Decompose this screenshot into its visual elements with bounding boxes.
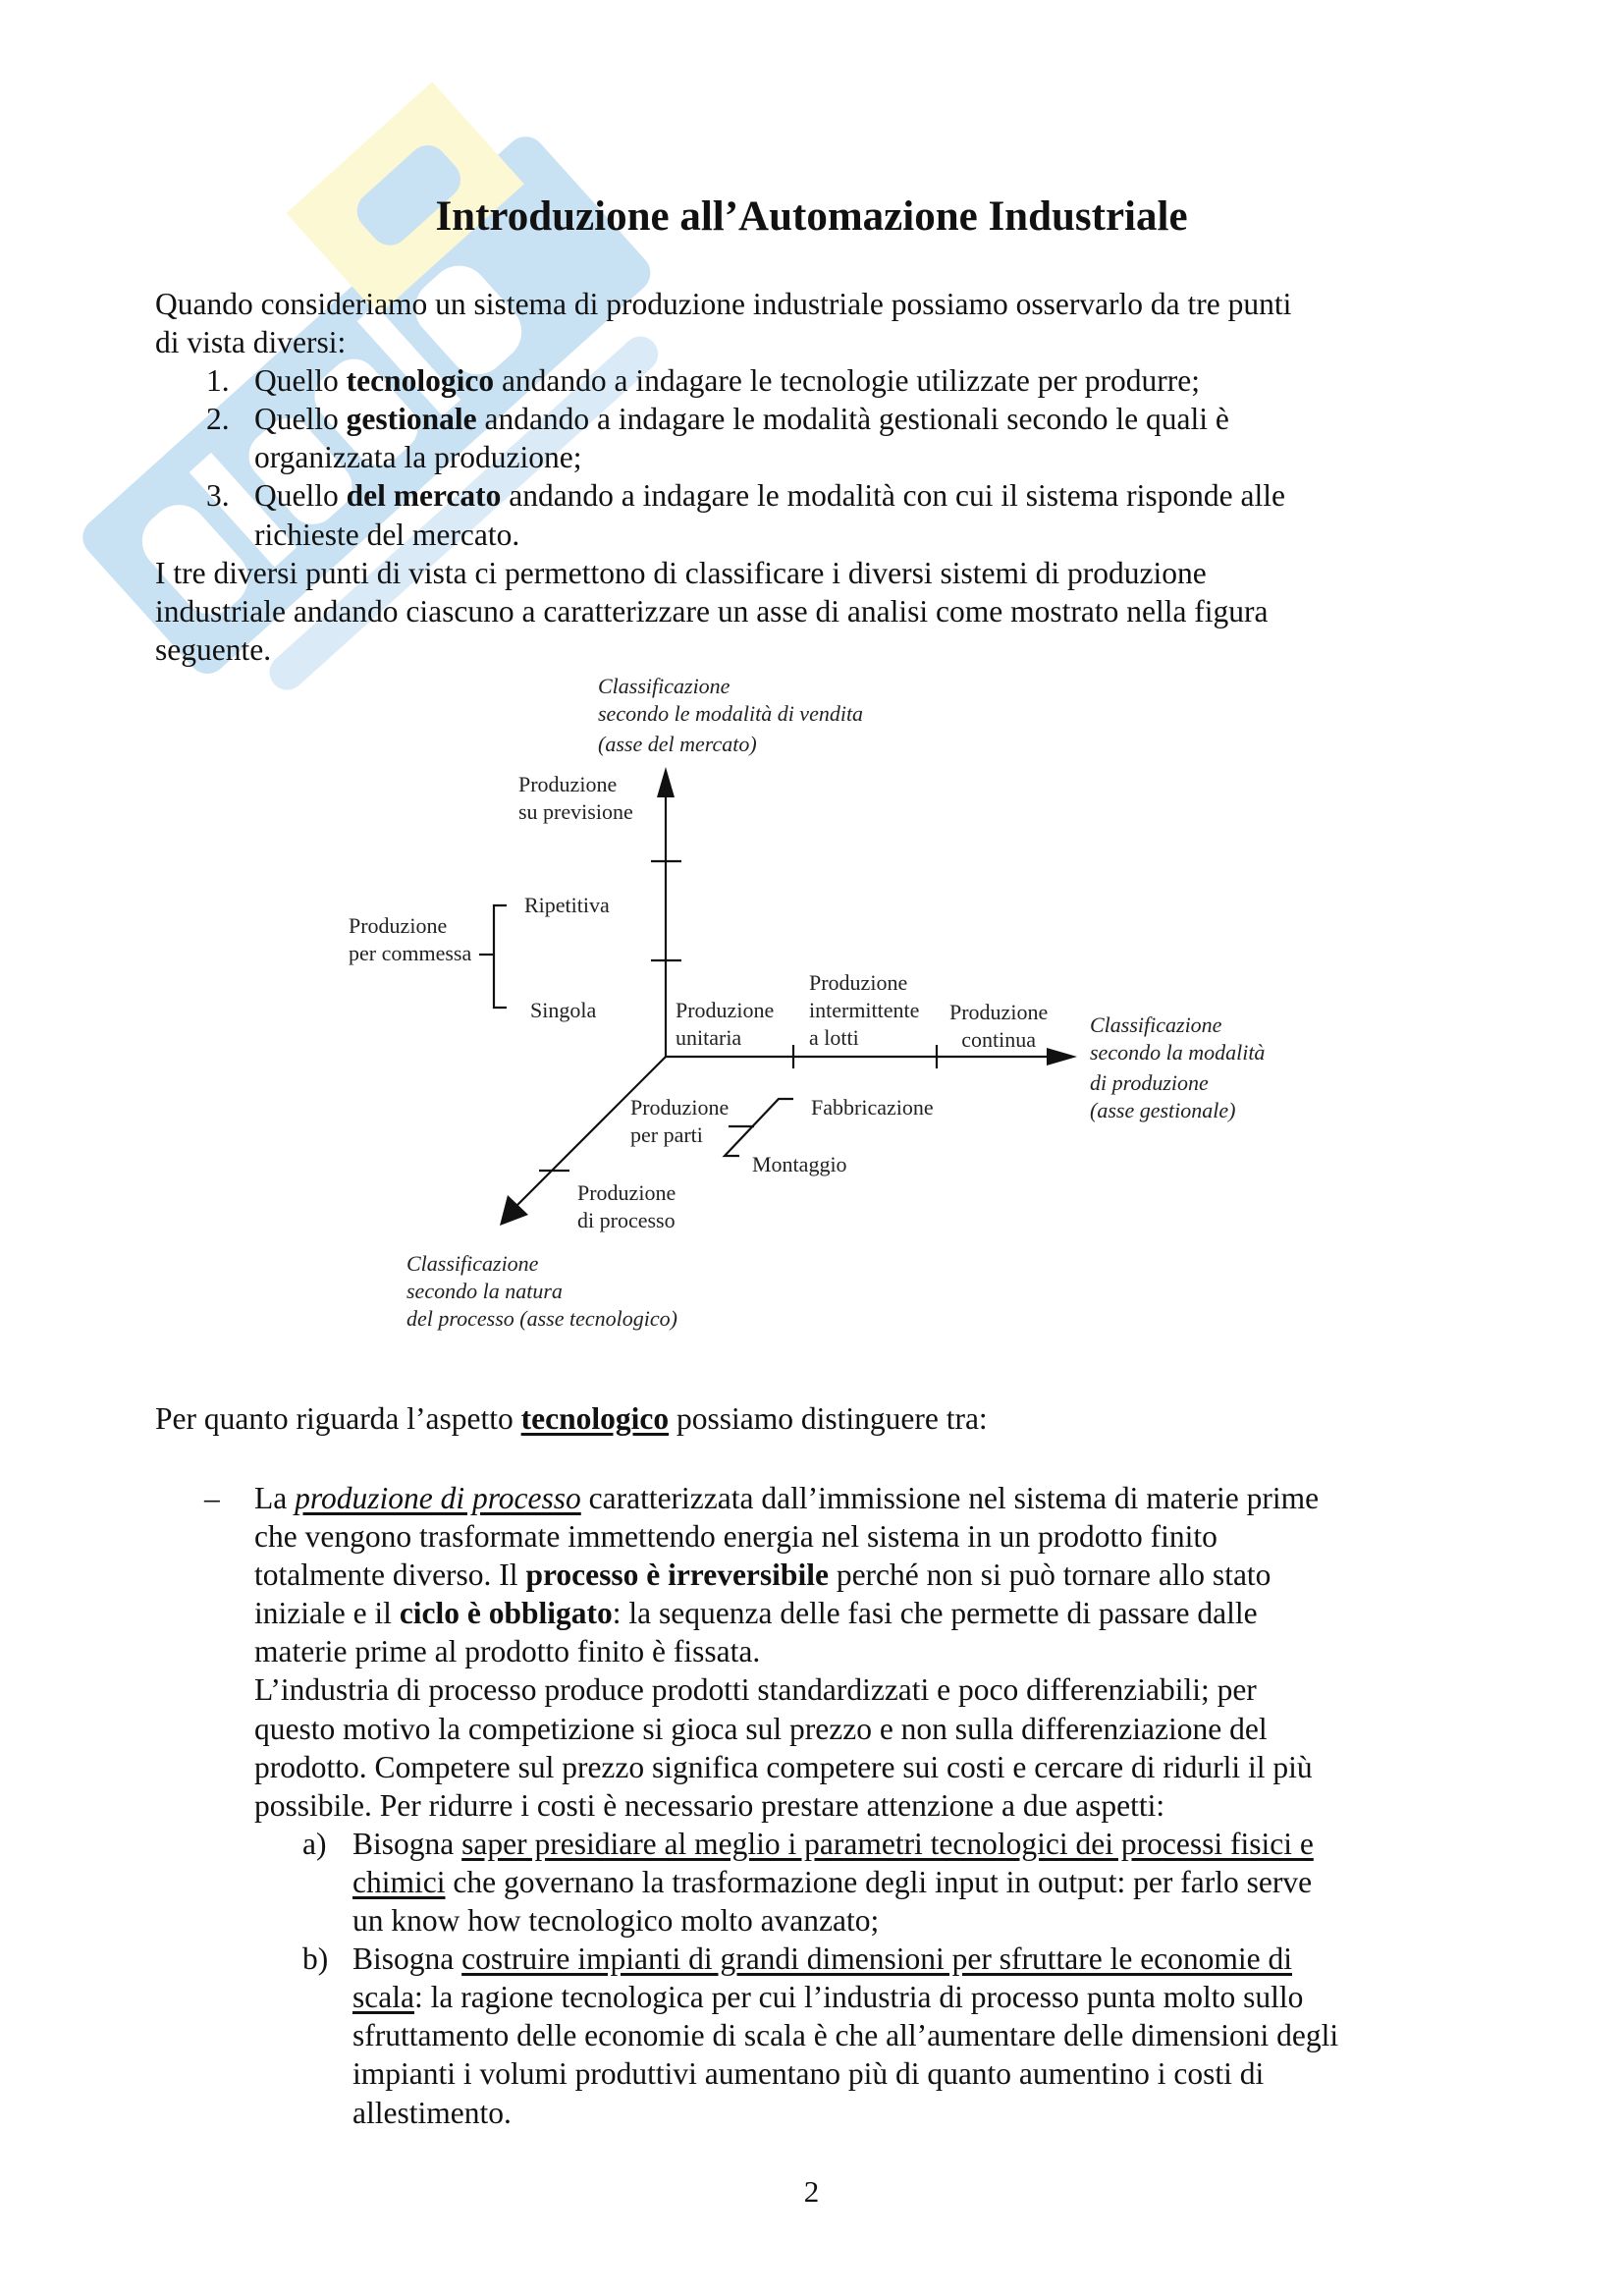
label-line: Classificazione: [406, 1251, 539, 1276]
text-segment: materie prime al prodotto finito è fissata.: [254, 1634, 761, 1669]
text-segment: andando a indagare le modalità gestionali secondo le quali è: [476, 402, 1229, 437]
text-segment: : la ragione tecnologica per cui l’industria di processo punta molto sullo: [413, 1980, 1304, 2015]
text-segment: Bisogna: [352, 1941, 462, 1977]
label-line: per commessa: [349, 941, 472, 965]
management-axis-label: [1090, 1011, 1265, 1124]
label-line: (asse gestionale): [1090, 1098, 1236, 1122]
market-arrow-head: [657, 767, 675, 797]
text-segment: iniziale e il: [254, 1596, 400, 1631]
text-segment: sfruttamento delle economie di scala è che all’aumentare delle dimensioni degli: [352, 2018, 1339, 2053]
text-segment: I tre diversi punti di vista ci permettono di classificare i diversi sistemi di produzione: [155, 555, 1207, 590]
label-line: di produzione: [1090, 1070, 1209, 1095]
emphasized-text: costruire impianti di grandi dimensioni per sfruttare le economie di: [461, 1941, 1293, 1977]
label-unitaria: [676, 997, 774, 1052]
label-line: Produzione: [518, 772, 618, 796]
label-line: del processo (asse tecnologico): [406, 1306, 677, 1331]
text-segment: industriale andando ciascuno a caratterizzare un asse di analisi come mostrato nella figura: [155, 593, 1269, 629]
text-segment: L’industria di processo produce prodotti standardizzati e poco differenziabili; per: [254, 1672, 1257, 1708]
text-line: [155, 1901, 1530, 1940]
text-line: [155, 1748, 1530, 1786]
text-segment: possiamo distinguere tra:: [669, 1401, 988, 1436]
label-intermittente: [809, 969, 919, 1052]
text-segment: andando a indagare le modalità con cui il sistema risponde alle: [501, 478, 1285, 514]
emphasized-text: tecnologico: [346, 363, 495, 399]
text-segment: totalmente diverso. Il: [254, 1558, 526, 1593]
label-line: secondo la modalità: [1090, 1040, 1266, 1065]
text-line: [155, 1863, 1530, 1901]
page-title: Introduzione all’Automazione Industriale: [435, 193, 1188, 240]
label-line: Produzione: [676, 998, 775, 1022]
text-segment: di vista diversi:: [155, 325, 347, 360]
technological-list: [155, 1479, 1530, 2132]
label-singola: Singola: [530, 998, 597, 1022]
text-line: [155, 1556, 1530, 1594]
text-segment: possibile. Per ridurre i costi è necessario prestare attenzione a due aspetti:: [254, 1787, 1165, 1823]
text-line: [155, 2016, 1530, 2054]
emphasized-text: produzione di processo: [295, 1481, 581, 1515]
text-segment: allestimento.: [352, 2095, 512, 2130]
emphasized-text: del mercato: [346, 478, 502, 514]
label-line: Classificazione: [1090, 1012, 1222, 1037]
text-line: [155, 1517, 1530, 1556]
label-line: di processo: [577, 1208, 676, 1232]
technology-axis-label: [406, 1250, 677, 1333]
label-line: intermittente: [809, 998, 920, 1022]
text-line: [155, 1940, 1530, 1978]
label-line: (asse del mercato): [598, 732, 757, 756]
text-segment: prodotto. Competere sul prezzo significa competere sui costi e cercare di ridurli il più: [254, 1749, 1313, 1784]
page-number: 2: [803, 2174, 820, 2209]
text-line: [155, 2054, 1530, 2093]
list-marker: a): [302, 1826, 327, 1861]
text-segment: organizzata la produzione;: [254, 440, 582, 475]
emphasized-text: processo è irreversibile: [525, 1558, 829, 1593]
text-segment: Quello: [254, 363, 347, 399]
label-per-parti: [630, 1094, 729, 1149]
text-segment: Per quanto riguarda l’aspetto: [155, 1401, 521, 1436]
text-line: [155, 1978, 1530, 2016]
label-fabbricazione: Fabbricazione: [811, 1095, 934, 1120]
label-line: su previsione: [518, 799, 633, 824]
label-line: continua: [961, 1027, 1036, 1052]
emphasized-text: tecnologico: [520, 1401, 670, 1436]
text-segment: seguente.: [155, 631, 272, 667]
label-line: Produzione: [809, 970, 908, 995]
label-line: unitaria: [676, 1025, 742, 1050]
label-montaggio: Montaggio: [752, 1152, 847, 1176]
list-marker: 2.: [206, 402, 230, 437]
label-di-processo: [577, 1179, 676, 1234]
text-line: [155, 1786, 1530, 1825]
label-ripetitiva: Ripetitiva: [524, 893, 610, 917]
text-segment: impianti i volumi produttivi aumentano più di quanto aumentino i costi di: [352, 2056, 1265, 2092]
label-line: secondo le modalità di vendita: [598, 701, 864, 726]
text-line: [155, 1710, 1530, 1748]
emphasized-text: ciclo è obbligato: [399, 1596, 613, 1631]
text-line: [155, 2094, 1530, 2132]
label-line: Produzione: [949, 1000, 1049, 1024]
label-per-commessa: [349, 912, 471, 967]
label-line: a lotti: [809, 1025, 859, 1050]
label-line: secondo la natura: [406, 1279, 563, 1303]
text-segment: che governano la trasformazione degli input in output: per farlo serve: [445, 1864, 1313, 1899]
commessa-bracket: [494, 905, 507, 1008]
text-segment: andando a indagare le tecnologie utilizzate per produrre;: [494, 363, 1200, 399]
label-line: Produzione: [577, 1180, 676, 1205]
text-segment: caratterizzata dall’immissione nel sistema di materie prime: [580, 1481, 1320, 1515]
list-marker: 1.: [206, 363, 230, 399]
text-segment: La: [254, 1481, 296, 1515]
emphasized-text: saper presidiare al meglio i parametri tecnologici dei processi fisici e: [461, 1826, 1314, 1861]
emphasized-text: gestionale: [346, 402, 477, 437]
list-marker: 3.: [206, 478, 230, 514]
emphasized-text: scala: [352, 1980, 414, 2015]
text-segment: richieste del mercato.: [254, 517, 520, 552]
text-segment: questo motivo la competizione si gioca sul prezzo e non sulla differenziazione del: [254, 1711, 1268, 1746]
text-line: [155, 1632, 1530, 1670]
technological-intro: [155, 1399, 1530, 1438]
list-marker: –: [204, 1481, 220, 1515]
text-segment: Quando consideriamo un sistema di produzione industriale possiamo osservarlo da tre punti: [155, 287, 1292, 321]
label-line: Produzione: [630, 1095, 730, 1120]
text-line: [155, 1825, 1530, 1863]
text-line: [155, 1399, 1530, 1438]
text-segment: che vengono trasformate immettendo energia nel sistema in un prodotto finito: [254, 1519, 1217, 1555]
label-line: Produzione: [349, 913, 448, 938]
text-line: [155, 1594, 1530, 1632]
text-segment: Quello: [254, 402, 347, 437]
management-arrow-head: [1047, 1048, 1077, 1066]
text-segment: Quello: [254, 478, 347, 514]
text-segment: un know how tecnologico molto avanzato;: [352, 1903, 880, 1939]
text-line: [155, 1479, 1530, 1517]
text-line: [155, 1670, 1530, 1709]
market-axis-label: [598, 673, 863, 758]
list-marker: b): [302, 1941, 329, 1977]
label-continua: [949, 999, 1048, 1054]
label-su-previsione: [518, 771, 633, 826]
text-segment: perché non si può tornare allo stato: [828, 1558, 1271, 1593]
label-line: per parti: [630, 1122, 703, 1147]
text-segment: : la sequenza delle fasi che permette di passare dalle: [612, 1596, 1258, 1631]
emphasized-text: chimici: [352, 1864, 446, 1899]
text-segment: Bisogna: [352, 1826, 462, 1861]
label-line: Classificazione: [598, 674, 730, 698]
